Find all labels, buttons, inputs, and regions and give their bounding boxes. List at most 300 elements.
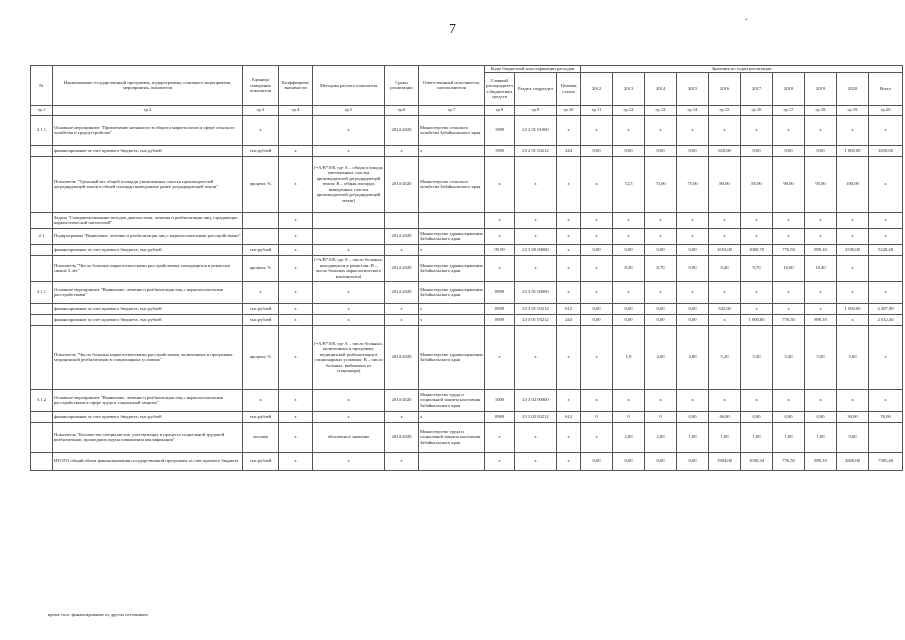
table-cell: х	[557, 156, 581, 212]
table-cell: 1,00	[741, 422, 773, 452]
column-number: гр.15	[709, 105, 741, 115]
budget-table	[30, 65, 903, 471]
header-year: 2017	[741, 72, 773, 105]
table-cell	[419, 452, 485, 470]
header-unit: Единица измерения показателя	[243, 66, 279, 106]
table-cell: 7385,40	[869, 452, 903, 470]
table-cell: 2820,00	[837, 452, 869, 470]
header-year: 2019	[805, 72, 837, 105]
table-cell: 1,00	[805, 422, 837, 452]
table-cell: 0,00	[805, 411, 837, 422]
table-cell: 5,30	[741, 325, 773, 389]
header-number: №	[31, 66, 53, 106]
table-cell: 80,00	[709, 156, 741, 212]
table-cell: х	[485, 255, 515, 281]
header-year: Итого	[869, 72, 903, 105]
table-cell: процент, %	[243, 156, 279, 212]
column-number: гр.5	[313, 105, 385, 115]
header-method: Методика расчета показателя	[313, 66, 385, 106]
table-cell: тыс.рублей	[243, 145, 279, 156]
table-cell: х	[419, 303, 485, 314]
table-cell: 23 3 01 03212	[515, 303, 557, 314]
column-number: гр.20	[869, 105, 903, 115]
column-number: гр.2	[53, 105, 243, 115]
table-cell: 545,00	[709, 303, 741, 314]
table-cell: х	[581, 212, 613, 228]
row-title-cell: Задача "Совершенствование методов диагностики, лечения и реабилитации лиц, страдающих наркологической патологией"	[53, 212, 243, 228]
table-cell: х	[869, 212, 903, 228]
table-cell: х	[279, 228, 313, 244]
table-cell: 3.1.1	[31, 281, 53, 303]
header-year: 2014	[645, 72, 677, 105]
table-cell: 0,00	[773, 411, 805, 422]
table-cell: х	[741, 281, 773, 303]
table-cell: 23 3 01 00000	[515, 281, 557, 303]
table-row	[31, 422, 903, 452]
table-cell: х	[557, 228, 581, 244]
table-cell: 5,50	[805, 325, 837, 389]
table-cell: 0,00	[581, 303, 613, 314]
table-cell: 244	[557, 145, 581, 156]
table-cell: х	[557, 115, 581, 145]
table-cell: 1,00	[709, 422, 741, 452]
table-cell	[31, 314, 53, 325]
table-cell: 1030,34	[741, 452, 773, 470]
table-cell: х	[773, 212, 805, 228]
row-title-cell: финансирование за счет краевого бюджета, тыс.рублей	[53, 244, 243, 255]
table-cell: 1000	[485, 389, 515, 411]
table-cell: х	[313, 244, 385, 255]
page-mark: .	[745, 12, 748, 23]
table-cell: тыс.рублей	[243, 314, 279, 325]
table-row	[31, 255, 903, 281]
table-cell: 0909	[485, 314, 515, 325]
table-row	[31, 145, 903, 156]
table-cell: 1 500,00	[837, 303, 869, 314]
column-number: гр.11	[581, 105, 613, 115]
table-cell: х	[581, 281, 613, 303]
table-cell: х	[837, 228, 869, 244]
table-cell: х	[515, 212, 557, 228]
table-cell: 85,00	[741, 156, 773, 212]
table-cell: х	[385, 145, 419, 156]
table-cell: х	[741, 212, 773, 228]
table-cell: 2014-2020	[385, 389, 419, 411]
table-cell: 10,00	[773, 255, 805, 281]
table-cell: 0	[581, 411, 613, 422]
table-cell: х	[557, 244, 581, 255]
table-row	[31, 452, 903, 470]
table-cell: 1909	[485, 115, 515, 145]
table-cell: х	[279, 452, 313, 470]
table-row	[31, 314, 903, 325]
table-cell: х	[837, 212, 869, 228]
table-cell: 0,00	[677, 314, 709, 325]
column-number: гр.13	[645, 105, 677, 115]
table-cell: 75,00	[677, 156, 709, 212]
column-number: гр.16	[741, 105, 773, 115]
table-cell: х	[805, 389, 837, 411]
table-cell: х	[581, 228, 613, 244]
table-cell: х	[243, 115, 279, 145]
table-cell: х	[869, 325, 903, 389]
header-code-col: Раздел, подраздел	[515, 72, 557, 105]
header-year: 2012	[581, 72, 613, 105]
table-cell: 1,00	[773, 422, 805, 452]
table-cell: человек	[243, 422, 279, 452]
column-number: гр.9	[515, 105, 557, 115]
table-cell: 9,70	[741, 255, 773, 281]
table-cell: х	[385, 244, 419, 255]
header-year: 2018	[773, 72, 805, 105]
table-cell: 612	[557, 411, 581, 422]
table-cell: [=А/В*100, где А – общая площадь увеличенных счастья производителей деградирующей земли; В – общая площадь выведенных счастья производителей деградирующей земли]	[313, 156, 385, 212]
table-cell	[31, 303, 53, 314]
table-cell: 2014-2020	[385, 281, 419, 303]
table-cell: х	[869, 115, 903, 145]
table-cell: процент, %	[243, 325, 279, 389]
table-cell: 90,00	[773, 156, 805, 212]
table-cell: 0,00	[805, 145, 837, 156]
table-cell: 2,00	[645, 422, 677, 452]
table-cell: 2014-2020	[385, 255, 419, 281]
table-cell: х	[581, 255, 613, 281]
table-cell: х	[773, 228, 805, 244]
table-cell: х	[741, 228, 773, 244]
table-cell: Министерство труда и социальной защиты населения Забайкальского края	[419, 389, 485, 411]
table-cell: х	[557, 281, 581, 303]
table-cell: х	[677, 389, 709, 411]
table-cell: х	[313, 281, 385, 303]
table-cell	[869, 255, 903, 281]
table-cell: Министерство здравоохранения Забайкальского края	[419, 255, 485, 281]
page-number: 7	[449, 22, 456, 37]
table-cell: 8,70	[645, 255, 677, 281]
table-cell: Министерство труда и социальной защиты населения Забайкальского края	[419, 422, 485, 452]
table-cell: 0,00	[613, 244, 645, 255]
table-cell: х	[557, 212, 581, 228]
table-cell: 2014-2020	[385, 422, 419, 452]
column-number: гр.18	[805, 105, 837, 115]
table-cell: 0,00	[613, 452, 645, 470]
table-cell: х	[313, 115, 385, 145]
table-cell: х	[613, 281, 645, 303]
row-title-cell: финансирование за счет краевого бюджета, тыс.рублей	[53, 411, 243, 422]
table-cell: 23 2 01 03212	[515, 145, 557, 156]
table-cell: х	[869, 228, 903, 244]
table-cell: 4,00	[645, 325, 677, 389]
table-row	[31, 389, 903, 411]
header-weight: Коэффициент значимости	[279, 66, 313, 106]
table-cell: Министерство здравоохранения Забайкальского края	[419, 281, 485, 303]
table-cell	[31, 212, 53, 228]
table-cell: х	[773, 281, 805, 303]
table-cell: 0,00	[677, 452, 709, 470]
table-cell: 100,00	[837, 156, 869, 212]
column-number: гр.3	[243, 105, 279, 115]
table-cell: х	[279, 145, 313, 156]
column-number: гр.19	[837, 105, 869, 115]
table-cell: 95,00	[805, 156, 837, 212]
row-title-cell: финансирование за счет краевого бюджета, тыс.рублей	[53, 303, 243, 314]
table-cell: Министерство здравоохранения Забайкальского края	[419, 325, 485, 389]
table-cell: х	[709, 115, 741, 145]
header-year: 2020	[837, 72, 869, 105]
table-cell: 650,00	[709, 145, 741, 156]
table-cell: х	[313, 452, 385, 470]
table-cell: х	[243, 281, 279, 303]
table-cell: 1000,70	[741, 244, 773, 255]
table-cell: х	[485, 422, 515, 452]
table-cell	[243, 228, 279, 244]
table-cell: 1653,00	[709, 244, 741, 255]
row-title-cell: Показатель "Число больных наркологическими расстройствами, включенных в программы медицинской реабилитации в стационарных условиях"	[53, 325, 243, 389]
table-cell: 9,00	[677, 255, 709, 281]
table-cell: х	[515, 156, 557, 212]
row-title-cell: Показатель "Число больных наркологическими расстройствами, находящихся в ремиссии свыше 2 лет"	[53, 255, 243, 281]
table-cell: 5,60	[837, 325, 869, 389]
table-cell: х	[279, 255, 313, 281]
table-cell: 0,00	[741, 411, 773, 422]
table-cell: тыс.рублей	[243, 411, 279, 422]
table-cell: 0909	[485, 281, 515, 303]
table-cell: 0,00	[613, 145, 645, 156]
table-cell: х	[581, 389, 613, 411]
table-cell: х	[645, 228, 677, 244]
table-cell: тыс.рублей	[243, 452, 279, 470]
column-number: гр.8	[485, 105, 515, 115]
table-cell: 0,00	[645, 314, 677, 325]
table-cell: х	[515, 422, 557, 452]
footnote-other-sources: кроме того, финансирование из других источников:	[48, 612, 149, 617]
table-cell: х	[419, 145, 485, 156]
table-cell: 0,00	[613, 314, 645, 325]
table-cell: х	[677, 228, 709, 244]
table-cell: 2014-2020	[385, 228, 419, 244]
table-cell: 30,00	[837, 411, 869, 422]
table-cell: х	[869, 156, 903, 212]
header-code-col: Главный распорядитель бюджетных средств	[485, 72, 515, 105]
header-executor: Ответственный исполнитель, соисполнители	[419, 66, 485, 106]
table-cell: 776,50	[773, 314, 805, 325]
table-cell: 0,00	[581, 452, 613, 470]
table-cell: х	[485, 228, 515, 244]
header-name: Наименование государственной программы, подпрограммы, основного мероприятия, мероприятия, показателя	[53, 66, 243, 106]
table-row	[31, 228, 903, 244]
table-row	[31, 115, 903, 145]
header-budget-codes: Коды бюджетной классификации расходов	[485, 66, 581, 73]
table-cell: х	[677, 115, 709, 145]
table-cell: х	[279, 244, 313, 255]
table-cell: 2 487,90	[869, 303, 903, 314]
table-cell: 76,00	[869, 411, 903, 422]
table-cell: х	[279, 212, 313, 228]
table-cell: 0,00	[645, 145, 677, 156]
table-cell: х	[805, 115, 837, 145]
table-cell: 0,00	[645, 244, 677, 255]
header-year: 2016	[709, 72, 741, 105]
table-cell: 0,00	[741, 145, 773, 156]
table-cell: 0	[645, 411, 677, 422]
table-cell	[31, 156, 53, 212]
table-cell: 46,00	[709, 411, 741, 422]
table-cell: х	[515, 255, 557, 281]
table-cell: 2530,00	[837, 244, 869, 255]
table-cell: х	[557, 452, 581, 470]
header-year-values: Значения по годам реализации	[581, 66, 903, 73]
row-title-cell: Подпрограмма "Выявление, лечение и реабилитация лиц с наркологическими расстройствами"	[53, 228, 243, 244]
table-cell: 23 3 02 03212	[515, 411, 557, 422]
table-cell: 8,30	[613, 255, 645, 281]
table-cell: 2 612,40	[869, 314, 903, 325]
table-cell: 23 3 01 03212	[515, 314, 557, 325]
table-cell: х	[645, 115, 677, 145]
table-row	[31, 244, 903, 255]
table-cell: х	[805, 281, 837, 303]
table-cell: х	[557, 422, 581, 452]
table-cell: 9,00	[837, 422, 869, 452]
table-cell: х	[837, 115, 869, 145]
table-cell: х	[613, 115, 645, 145]
table-cell: 5,20	[709, 325, 741, 389]
table-cell: 1 000,00	[837, 145, 869, 156]
table-cell: х	[279, 411, 313, 422]
table-cell: х	[515, 228, 557, 244]
table-cell: [=А/В*100, где А – число больных, включенных в программу медицинской реабилитации в стационарных условиях; В – число больных, выбывших из стационара]	[313, 325, 385, 389]
table-cell: х	[709, 314, 741, 325]
table-cell: х	[313, 411, 385, 422]
table-cell: 0,00	[773, 145, 805, 156]
table-cell: 0,00	[613, 303, 645, 314]
table-cell: 0,00	[645, 303, 677, 314]
table-cell: х	[677, 281, 709, 303]
table-cell: 899,10	[805, 314, 837, 325]
table-cell: 4,80	[677, 325, 709, 389]
table-cell: х	[279, 314, 313, 325]
table-cell	[419, 212, 485, 228]
table-cell: 2014-2020	[385, 156, 419, 212]
table-cell: х	[313, 303, 385, 314]
row-title-cell: Основное мероприятие "Выявление, лечение и реабилитация лиц с наркологическими расстройствами"	[53, 281, 243, 303]
table-cell: х	[613, 212, 645, 228]
table-cell	[869, 422, 903, 452]
table-cell: х	[709, 389, 741, 411]
table-cell: 73,00	[645, 156, 677, 212]
table-cell: [=А/В*100, где А – число больных, находящихся в ремиссии; В – число больных наркологического контингента]	[313, 255, 385, 281]
table-cell: х	[805, 228, 837, 244]
header-period: Сроки реализации	[385, 66, 419, 106]
table-cell: 2,00	[613, 422, 645, 452]
table-cell: х	[837, 314, 869, 325]
table-cell: 0,00	[677, 303, 709, 314]
table-cell: 09 09	[485, 244, 515, 255]
table-cell: х	[515, 452, 557, 470]
table-cell: х	[645, 212, 677, 228]
column-number: гр.17	[773, 105, 805, 115]
header-code-col: Целевая статья	[557, 72, 581, 105]
table-cell: х	[419, 314, 485, 325]
table-cell: 3.1.2	[31, 389, 53, 411]
table-cell: х	[645, 281, 677, 303]
table-cell: процент, %	[243, 255, 279, 281]
table-cell: 2014-2020	[385, 115, 419, 145]
table-cell: х	[645, 389, 677, 411]
table-cell: х	[419, 244, 485, 255]
table-cell: х	[515, 325, 557, 389]
table-cell: 899,10	[805, 244, 837, 255]
table-cell: х	[485, 325, 515, 389]
table-cell: х	[279, 303, 313, 314]
table-cell: 9,40	[709, 255, 741, 281]
table-cell: 1,9	[613, 325, 645, 389]
table-cell: х	[869, 281, 903, 303]
table-cell: 72,5	[613, 156, 645, 212]
column-number: гр.6	[385, 105, 419, 115]
table-cell	[31, 145, 53, 156]
table-cell: х	[581, 422, 613, 452]
table-cell: х	[837, 281, 869, 303]
table-cell: х	[385, 452, 419, 470]
table-cell: Министерство здравоохранения Забайкальского края	[419, 228, 485, 244]
row-title-cell: Показатель "Количество специалистов, участвующих в процессе социальной трудовой реабилитации, прошедших курсы повышения квалификации"	[53, 422, 243, 452]
table-cell: х	[709, 228, 741, 244]
table-cell: х	[313, 314, 385, 325]
table-cell: 0,00	[677, 244, 709, 255]
row-title-cell: Основное мероприятие "Выявление, лечение и реабилитация лиц с наркологическими расстройствами в сфере труда и социальной защиты"	[53, 389, 243, 411]
table-cell: 899,10	[805, 452, 837, 470]
table-cell: 1650,00	[869, 145, 903, 156]
table-cell: 0,00	[581, 314, 613, 325]
table-cell: х	[279, 325, 313, 389]
table-body	[31, 105, 903, 470]
table-cell: х	[741, 303, 773, 314]
table-cell: х	[741, 389, 773, 411]
table-cell: Министерство сельского хозяйства Забайкальского края	[419, 115, 485, 145]
table-cell: х	[485, 156, 515, 212]
table-cell: х	[581, 115, 613, 145]
table-cell: 23 2 01 01000	[515, 115, 557, 145]
row-title-cell: финансирование за счет краевого бюджета, тыс.рублей	[53, 314, 243, 325]
column-number: гр.7	[419, 105, 485, 115]
table-cell: х	[279, 389, 313, 411]
table-cell: х	[557, 255, 581, 281]
table-cell: х	[279, 281, 313, 303]
column-number: гр.10	[557, 105, 581, 115]
table-cell	[31, 325, 53, 389]
table-cell: х	[557, 389, 581, 411]
table-cell: х	[613, 389, 645, 411]
table-cell: 5228,40	[869, 244, 903, 255]
row-title-cell: Показатель "Удельный вес общей площади увеличенных счастья производителей деградирующей земли в общей площади выведенных ранее деградирующей земли"	[53, 156, 243, 212]
table-cell: 0	[613, 411, 645, 422]
column-number: гр.1	[31, 105, 53, 115]
table-cell	[313, 212, 385, 228]
table-cell: 0909	[485, 411, 515, 422]
table-cell: х	[677, 212, 709, 228]
table-cell	[31, 244, 53, 255]
table-cell	[31, 452, 53, 470]
table-cell: 776,50	[773, 244, 805, 255]
table-cell: х	[385, 303, 419, 314]
table-cell: х	[243, 389, 279, 411]
table-row	[31, 156, 903, 212]
table-cell: х	[313, 389, 385, 411]
table-cell: х	[581, 156, 613, 212]
table-cell: 23 3 02 00000	[515, 389, 557, 411]
column-number: гр.4	[279, 105, 313, 115]
table-cell: х	[419, 411, 485, 422]
table-cell: 776,50	[773, 452, 805, 470]
